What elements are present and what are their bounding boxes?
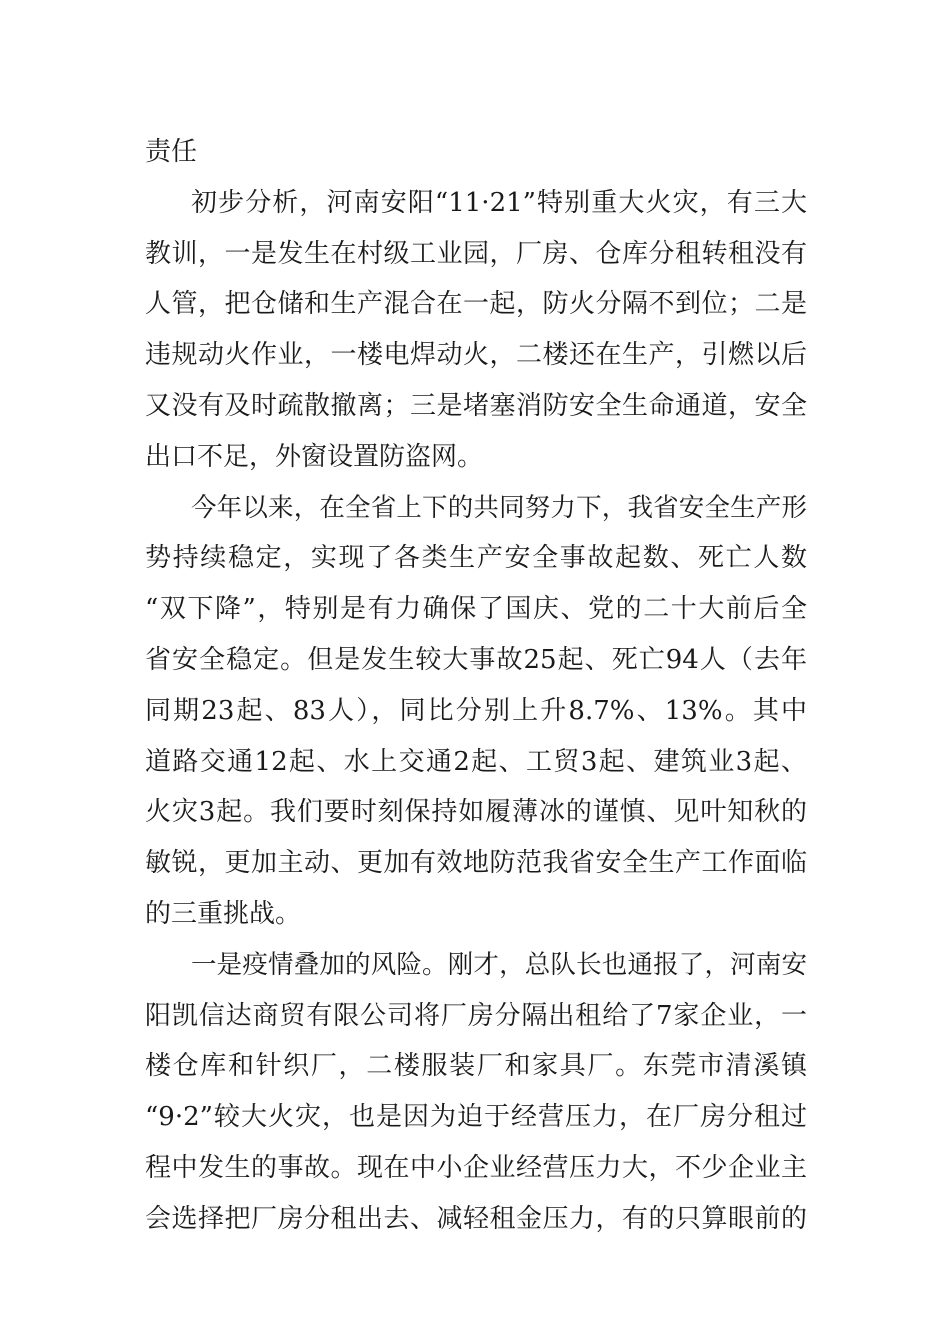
text-line: 人管，把仓储和生产混合在一起，防火分隔不到位；二是	[145, 289, 807, 320]
text-line: 违规动火作业，一楼电焊动火，二楼还在生产，引燃以后	[145, 340, 807, 371]
text-line: 敏锐，更加主动、更加有效地防范我省安全生产工作面临	[145, 848, 807, 879]
text-line: 责任	[145, 137, 198, 167]
text-line: 道路交通12起、水上交通2起、工贸3起、建筑业3起、	[145, 746, 807, 777]
text-line: 的三重挑战。	[145, 898, 302, 929]
text-line: 程中发生的事故。现在中小企业经营压力大，不少企业主	[145, 1152, 807, 1183]
text-line: 势持续稳定，实现了各类生产安全事故起数、死亡人数	[145, 543, 807, 574]
text-line: 火灾3起。我们要时刻保持如履薄冰的谨慎、见叶知秋的	[145, 797, 807, 828]
text-line: 省安全稳定。但是发生较大事故25起、死亡94人（去年	[145, 644, 807, 675]
text-line: 阳凯信达商贸有限公司将厂房分隔出租给了7家企业，一	[145, 1000, 807, 1031]
paragraph-first-line: 初步分析，河南安阳“11·21”特别重大火灾，有三大	[191, 187, 807, 218]
text-line: 又没有及时疏散撤离；三是堵塞消防安全生命通道，安全	[145, 390, 807, 421]
text-line: “9·2”较大火灾，也是因为迫于经营压力，在厂房分租过	[145, 1102, 807, 1133]
text-line: 楼仓库和针织厂，二楼服装厂和家具厂。东莞市清溪镇	[145, 1051, 807, 1082]
paragraph-first-line: 今年以来，在全省上下的共同努力下，我省安全生产形	[191, 492, 807, 523]
text-line: 教训，一是发生在村级工业园，厂房、仓库分租转租没有	[145, 238, 807, 269]
text-line: 会选择把厂房分租出去、减轻租金压力，有的只算眼前的	[145, 1203, 807, 1234]
document-body	[145, 127, 807, 1245]
text-line: “双下降”，特别是有力确保了国庆、党的二十大前后全	[145, 594, 807, 625]
text-line: 出口不足，外窗设置防盗网。	[145, 441, 484, 472]
text-line: 同期23起、83人），同比分别上升8.7%、13%。其中	[145, 695, 807, 726]
paragraph-first-line: 一是疫情叠加的风险。刚才，总队长也通报了，河南安	[191, 949, 807, 980]
